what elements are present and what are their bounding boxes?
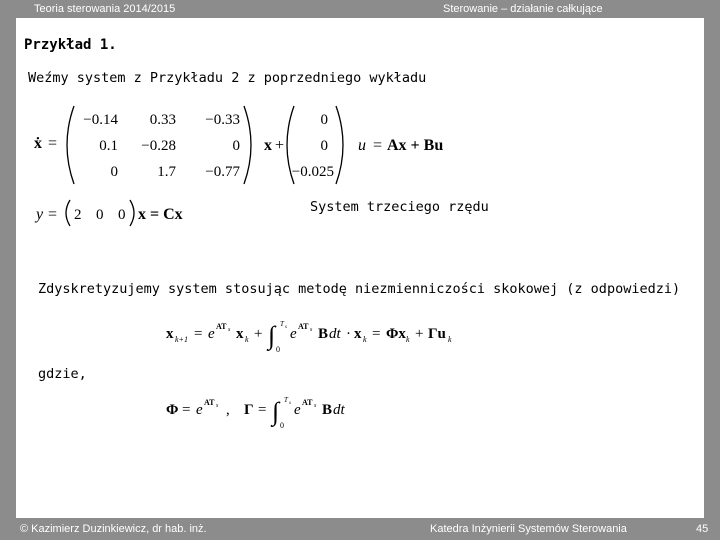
footer-author: © Kazimierz Duzinkiewicz, dr hab. inż. — [20, 523, 207, 535]
slide-content — [16, 18, 704, 518]
page-number: 45 — [696, 523, 709, 535]
subscript-k: k — [363, 335, 367, 344]
matrix-c-left-paren — [66, 200, 70, 226]
state-equation — [30, 100, 460, 190]
equals-sign: = — [373, 137, 383, 154]
y-symbol: y — [36, 206, 44, 223]
integral-lower: 0 — [280, 421, 284, 430]
exponent-s: s — [228, 327, 231, 333]
footer-department: Katedra Inżynierii Systemów Sterowania — [430, 523, 627, 535]
matrix-a-cell: 1.7 — [157, 164, 176, 180]
matrix-a-left-paren — [67, 106, 74, 184]
exponent-at: AT — [302, 398, 313, 407]
comma: , — [226, 402, 230, 418]
vector-b-cell: 0 — [320, 112, 328, 128]
header-topic-title: Sterowanie – działanie całkujące — [443, 3, 603, 15]
vector-b-cell: 0 — [320, 138, 328, 154]
integral-upper: T — [284, 396, 288, 404]
equals-sign: = — [48, 135, 58, 152]
equals-sign: = — [258, 402, 267, 418]
output-equation — [34, 196, 214, 230]
x-dot-symbol: ẋ — [34, 135, 42, 152]
equals-sign: = — [194, 326, 203, 342]
matrix-a-cell: −0.33 — [205, 112, 240, 128]
integral-lower: 0 — [276, 345, 280, 354]
subscript-k: k — [245, 335, 249, 344]
matrix-c-cell: 2 — [74, 207, 82, 223]
exp-e: e — [196, 402, 203, 418]
phi-gamma-definitions — [164, 390, 384, 430]
integral-upper: T — [280, 320, 284, 328]
x-k-symbol: x — [354, 326, 362, 342]
u-symbol: u — [358, 137, 366, 154]
exponent-at: AT — [298, 322, 309, 331]
exponent-s: s — [310, 327, 313, 333]
exponent-s: s — [314, 403, 317, 409]
vector-b-cell: −0.025 — [291, 164, 334, 180]
subscript-k: k — [406, 335, 410, 344]
x-k1-symbol: x — [166, 326, 174, 342]
discretization-text: Zdyskretyzujemy system stosując metodę niezmienniczości skokowej (z odpowiedzi) — [38, 281, 681, 297]
exp-e: e — [290, 326, 297, 342]
matrix-a-cell: −0.14 — [83, 112, 118, 128]
header-course-title: Teoria sterowania 2014/2015 — [34, 3, 176, 15]
dot-operator: · — [346, 326, 351, 342]
integral-sign: ∫ — [268, 321, 276, 350]
matrix-a-right-paren — [244, 106, 251, 184]
integral-sign: ∫ — [272, 397, 280, 426]
intro-text: Weźmy system z Przykładu 2 z poprzedniego wykładu — [28, 70, 427, 86]
equals-sign: = — [48, 206, 58, 223]
exponent-at: AT — [204, 398, 215, 407]
plus-sign: + — [275, 137, 285, 154]
matrix-a-cell: 0.1 — [99, 138, 118, 154]
third-order-label: System trzeciego rzędu — [310, 199, 489, 215]
matrix-a-cell: 0 — [232, 138, 240, 154]
matrix-c-cell: 0 — [118, 207, 126, 223]
exponent-at: AT — [216, 322, 227, 331]
subscript-k: k — [448, 335, 452, 344]
vector-b-right-paren — [336, 106, 343, 184]
matrix-a-cell: −0.77 — [205, 164, 240, 180]
plus-sign: + — [415, 326, 424, 342]
dt-symbol: dt — [329, 326, 341, 342]
phi-symbol: Φ — [166, 402, 179, 418]
exp-e: e — [208, 326, 215, 342]
b-symbol: B — [318, 326, 329, 342]
plus-sign: + — [254, 326, 263, 342]
dt-symbol: dt — [333, 402, 345, 418]
integral-upper-s: s — [289, 401, 291, 406]
matrix-c-cell: 0 — [96, 207, 104, 223]
exp-e: e — [294, 402, 301, 418]
equals-sign: = — [182, 402, 191, 418]
phi-symbol: Φx — [386, 326, 406, 342]
gamma-term: Γu — [428, 326, 446, 342]
matrix-a-cell: 0 — [110, 164, 118, 180]
exponent-s: s — [216, 403, 219, 409]
discrete-equation — [164, 314, 494, 354]
integral-upper-s: s — [285, 325, 287, 330]
matrix-a-cell: −0.28 — [141, 138, 176, 154]
b-symbol: B — [322, 402, 333, 418]
matrix-c-right-paren — [130, 200, 134, 226]
ax-bu-term: Ax + Bu — [387, 137, 444, 154]
where-text: gdzie, — [38, 366, 87, 382]
cx-term: x = Cx — [138, 206, 183, 223]
x-symbol: x — [264, 137, 272, 154]
matrix-a-cell: 0.33 — [149, 112, 176, 128]
subscript-k1: k+1 — [175, 335, 188, 344]
gamma-symbol: Γ — [244, 402, 254, 418]
slide-title: Przykład 1. — [24, 37, 117, 53]
equals-sign: = — [372, 326, 381, 342]
x-k-symbol: x — [236, 326, 244, 342]
